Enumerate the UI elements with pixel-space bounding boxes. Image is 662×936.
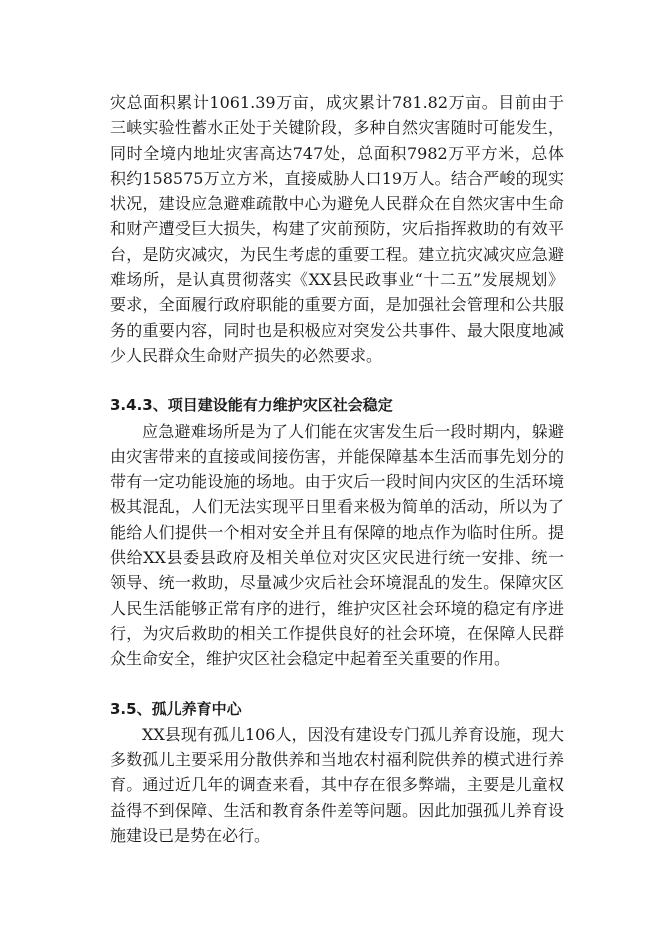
paragraph-orphan-center: XX县现有孤儿106人，因没有建设专门孤儿养育设施，现大多数孤儿主要采用分散供养和当地农村福利院供养的模式进行养育。通过近几年的调查来看，其中存在很多弊端，主要是儿童权益得不到保障、生活和教育条件差等问题。因此加强孤儿养育设施建设已是势在必行。 <box>110 724 564 846</box>
paragraph-disaster-overview: 灾总面积累计1061.39万亩，成灾累计781.82万亩。目前由于三峡实验性蓄水正处于关键阶段，多种自然灾害随时可能发生，同时全境内地址灾害高达747处，总面积7982万平方米，总体积约158575万立方米，直接威胁人口19万人。结合严峻的现实状况，建设应急避难疏散中心为避免人民群众在自然灾害中生命和财产遭受巨大损失，构建了灾前预防，灾后指挥救助的有效平台，是防灾减灾，为民生考虑的重要工程。建立抗灾减灾应急避难场所，是认真贯彻落实《XX县民政事业“十二五”发展规划》要求，全面履行政府职能的重要方面，是加强社会管理和公共服务的重要内容，同时也是积极应对突发公共事件、最大限度地减少人民群众生命财产损失的必然要求。 <box>110 93 564 365</box>
document-body <box>110 90 564 848</box>
section-spacer <box>110 672 564 697</box>
section-heading-3-5: 3.5、孤儿养育中心 <box>110 699 242 718</box>
section-heading-3-4-3: 3.4.3、项目建设能有力维护灾区社会稳定 <box>110 396 393 415</box>
section-spacer <box>110 368 564 393</box>
paragraph-social-stability: 应急避难场所是为了人们能在灾害发生后一段时期内，躲避由灾害带来的直接或间接伤害，并能保障基本生活而事先划分的带有一定功能设施的场地。由于灾后一段时间内灾区的生活环境极其混乱，人们无法实现平日里看来极为简单的活动，所以为了能给人们提供一个相对安全并且有保障的地点作为临时住所。提供给XX县委县政府及相关单位对灾区灾民进行统一安排、统一领导、统一救助，尽量减少灾后社会环境混乱的发生。保障灾区人民生活能够正常有序的进行，维护灾区社会环境的稳定有序进行，为灾后救助的相关工作提供良好的社会环境，在保障人民群众生命安全，维护灾区社会稳定中起着至关重要的作用。 <box>110 421 564 669</box>
